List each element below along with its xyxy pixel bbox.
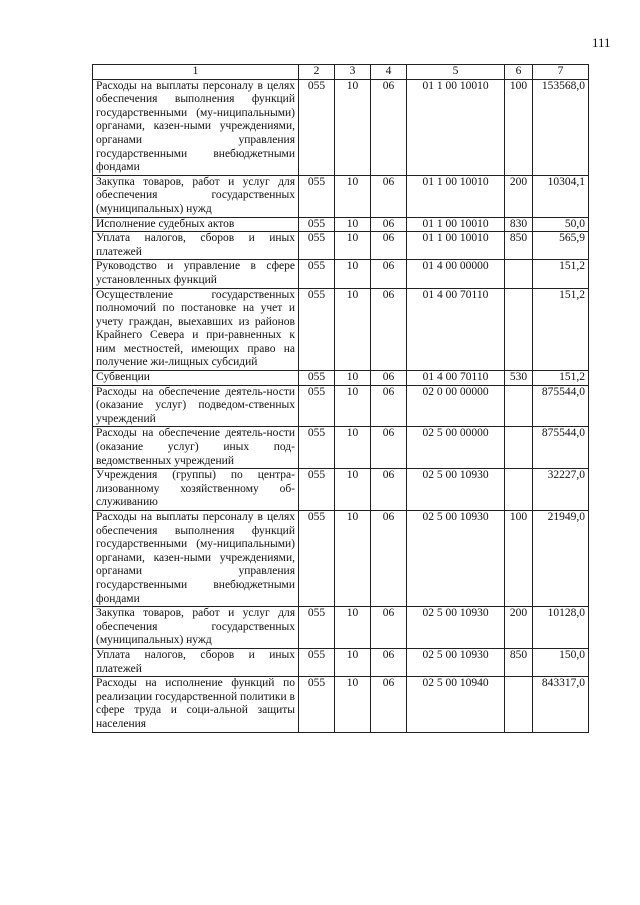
expense-name: Исполнение судебных актов [93, 217, 299, 232]
target-article: 01 1 00 10010 [407, 232, 505, 260]
ministry-code: 055 [299, 371, 335, 386]
section-code: 10 [335, 260, 371, 288]
subsection-code: 06 [371, 677, 407, 732]
subsection-code: 06 [371, 427, 407, 469]
target-article: 02 5 00 10930 [407, 511, 505, 607]
table-row [93, 232, 589, 260]
table-row [93, 175, 589, 217]
table-row [93, 385, 589, 427]
subsection-code: 06 [371, 385, 407, 427]
target-article: 01 4 00 70110 [407, 371, 505, 386]
ministry-code: 055 [299, 217, 335, 232]
section-code: 10 [335, 79, 371, 175]
section-code: 10 [335, 427, 371, 469]
table-row [93, 607, 589, 649]
amount: 50,0 [533, 217, 589, 232]
header-cell: 4 [371, 65, 407, 80]
amount: 875544,0 [533, 427, 589, 469]
expense-type [505, 469, 533, 511]
header-cell: 2 [299, 65, 335, 80]
amount: 875544,0 [533, 385, 589, 427]
section-code: 10 [335, 677, 371, 732]
subsection-code: 06 [371, 260, 407, 288]
ministry-code: 055 [299, 677, 335, 732]
target-article: 02 5 00 10940 [407, 677, 505, 732]
expense-name: Осуществление государственных полномочий по постановке на учет и учету граждан, выехавших из районов Крайнего Севера и при-равненных к ним местностей, имеющих право на получение жи-лищных субсидий [93, 288, 299, 371]
expense-type: 850 [505, 232, 533, 260]
expense-type: 200 [505, 175, 533, 217]
section-code: 10 [335, 648, 371, 676]
ministry-code: 055 [299, 232, 335, 260]
expense-type: 200 [505, 607, 533, 649]
expense-name: Расходы на исполнение функций по реализации государственной политики в сфере труда и соци-альной защиты населения [93, 677, 299, 732]
expense-name: Расходы на обеспечение деятель-ности (оказание услуг) иных под-ведомственных учреждений [93, 427, 299, 469]
subsection-code: 06 [371, 217, 407, 232]
expense-name: Руководство и управление в сфере установленных функций [93, 260, 299, 288]
expense-type [505, 385, 533, 427]
target-article: 01 1 00 10010 [407, 217, 505, 232]
amount: 32227,0 [533, 469, 589, 511]
subsection-code: 06 [371, 607, 407, 649]
expense-type: 100 [505, 79, 533, 175]
expense-type [505, 260, 533, 288]
header-cell: 7 [533, 65, 589, 80]
expense-type: 100 [505, 511, 533, 607]
expense-type: 830 [505, 217, 533, 232]
expense-type: 850 [505, 648, 533, 676]
ministry-code: 055 [299, 469, 335, 511]
amount: 151,2 [533, 260, 589, 288]
subsection-code: 06 [371, 232, 407, 260]
subsection-code: 06 [371, 288, 407, 371]
ministry-code: 055 [299, 175, 335, 217]
table-body [93, 79, 589, 732]
target-article: 02 5 00 10930 [407, 607, 505, 649]
expense-name: Учреждения (группы) по центра-лизованному хозяйственному об-служиванию [93, 469, 299, 511]
header-cell: 5 [407, 65, 505, 80]
expense-name: Уплата налогов, сборов и иных платежей [93, 232, 299, 260]
ministry-code: 055 [299, 260, 335, 288]
subsection-code: 06 [371, 511, 407, 607]
target-article: 01 1 00 10010 [407, 175, 505, 217]
ministry-code: 055 [299, 427, 335, 469]
amount: 843317,0 [533, 677, 589, 732]
target-article: 02 5 00 10930 [407, 469, 505, 511]
amount: 10128,0 [533, 607, 589, 649]
expense-name: Расходы на выплаты персоналу в целях обеспечения выполнения функций государственными (му-ниципальными) органами, казен-ными учреждениями, органами управления государственными внебюджетными фондами [93, 79, 299, 175]
target-article: 02 5 00 00000 [407, 427, 505, 469]
table-row [93, 260, 589, 288]
ministry-code: 055 [299, 288, 335, 371]
table-row [93, 427, 589, 469]
header-row [93, 65, 589, 80]
page-number: 111 [592, 35, 611, 50]
table-row [93, 677, 589, 732]
section-code: 10 [335, 175, 371, 217]
table-row [93, 648, 589, 676]
section-code: 10 [335, 371, 371, 386]
table-row [93, 371, 589, 386]
ministry-code: 055 [299, 607, 335, 649]
subsection-code: 06 [371, 469, 407, 511]
expense-type [505, 288, 533, 371]
table-row [93, 469, 589, 511]
ministry-code: 055 [299, 511, 335, 607]
subsection-code: 06 [371, 175, 407, 217]
table-row [93, 217, 589, 232]
expense-type [505, 427, 533, 469]
target-article: 01 4 00 70110 [407, 288, 505, 371]
amount: 565,9 [533, 232, 589, 260]
expense-name: Субвенции [93, 371, 299, 386]
section-code: 10 [335, 232, 371, 260]
header-cell: 1 [93, 65, 299, 80]
section-code: 10 [335, 385, 371, 427]
subsection-code: 06 [371, 648, 407, 676]
amount: 151,2 [533, 288, 589, 371]
expense-type: 530 [505, 371, 533, 386]
subsection-code: 06 [371, 371, 407, 386]
expense-name: Закупка товаров, работ и услуг для обеспечения государственных (муниципальных) нужд [93, 175, 299, 217]
amount: 150,0 [533, 648, 589, 676]
section-code: 10 [335, 288, 371, 371]
header-cell: 3 [335, 65, 371, 80]
section-code: 10 [335, 469, 371, 511]
amount: 153568,0 [533, 79, 589, 175]
header-cell: 6 [505, 65, 533, 80]
section-code: 10 [335, 217, 371, 232]
amount: 151,2 [533, 371, 589, 386]
table-row [93, 288, 589, 371]
expense-name: Уплата налогов, сборов и иных платежей [93, 648, 299, 676]
ministry-code: 055 [299, 385, 335, 427]
expense-name: Закупка товаров, работ и услуг для обеспечения государственных (муниципальных) нужд [93, 607, 299, 649]
target-article: 02 5 00 10930 [407, 648, 505, 676]
target-article: 01 1 00 10010 [407, 79, 505, 175]
expense-name: Расходы на обеспечение деятель-ности (оказание услуг) подведом-ственных учреждений [93, 385, 299, 427]
budget-table [92, 64, 589, 733]
subsection-code: 06 [371, 79, 407, 175]
expense-type [505, 677, 533, 732]
section-code: 10 [335, 607, 371, 649]
section-code: 10 [335, 511, 371, 607]
expense-name: Расходы на выплаты персоналу в целях обеспечения выполнения функций государственными (му-ниципальными) органами, казен-ными учреждениями, органами управления государственными внебюджетными фондами [93, 511, 299, 607]
target-article: 02 0 00 00000 [407, 385, 505, 427]
table-row [93, 79, 589, 175]
ministry-code: 055 [299, 79, 335, 175]
table-row [93, 511, 589, 607]
target-article: 01 4 00 00000 [407, 260, 505, 288]
ministry-code: 055 [299, 648, 335, 676]
amount: 21949,0 [533, 511, 589, 607]
amount: 10304,1 [533, 175, 589, 217]
